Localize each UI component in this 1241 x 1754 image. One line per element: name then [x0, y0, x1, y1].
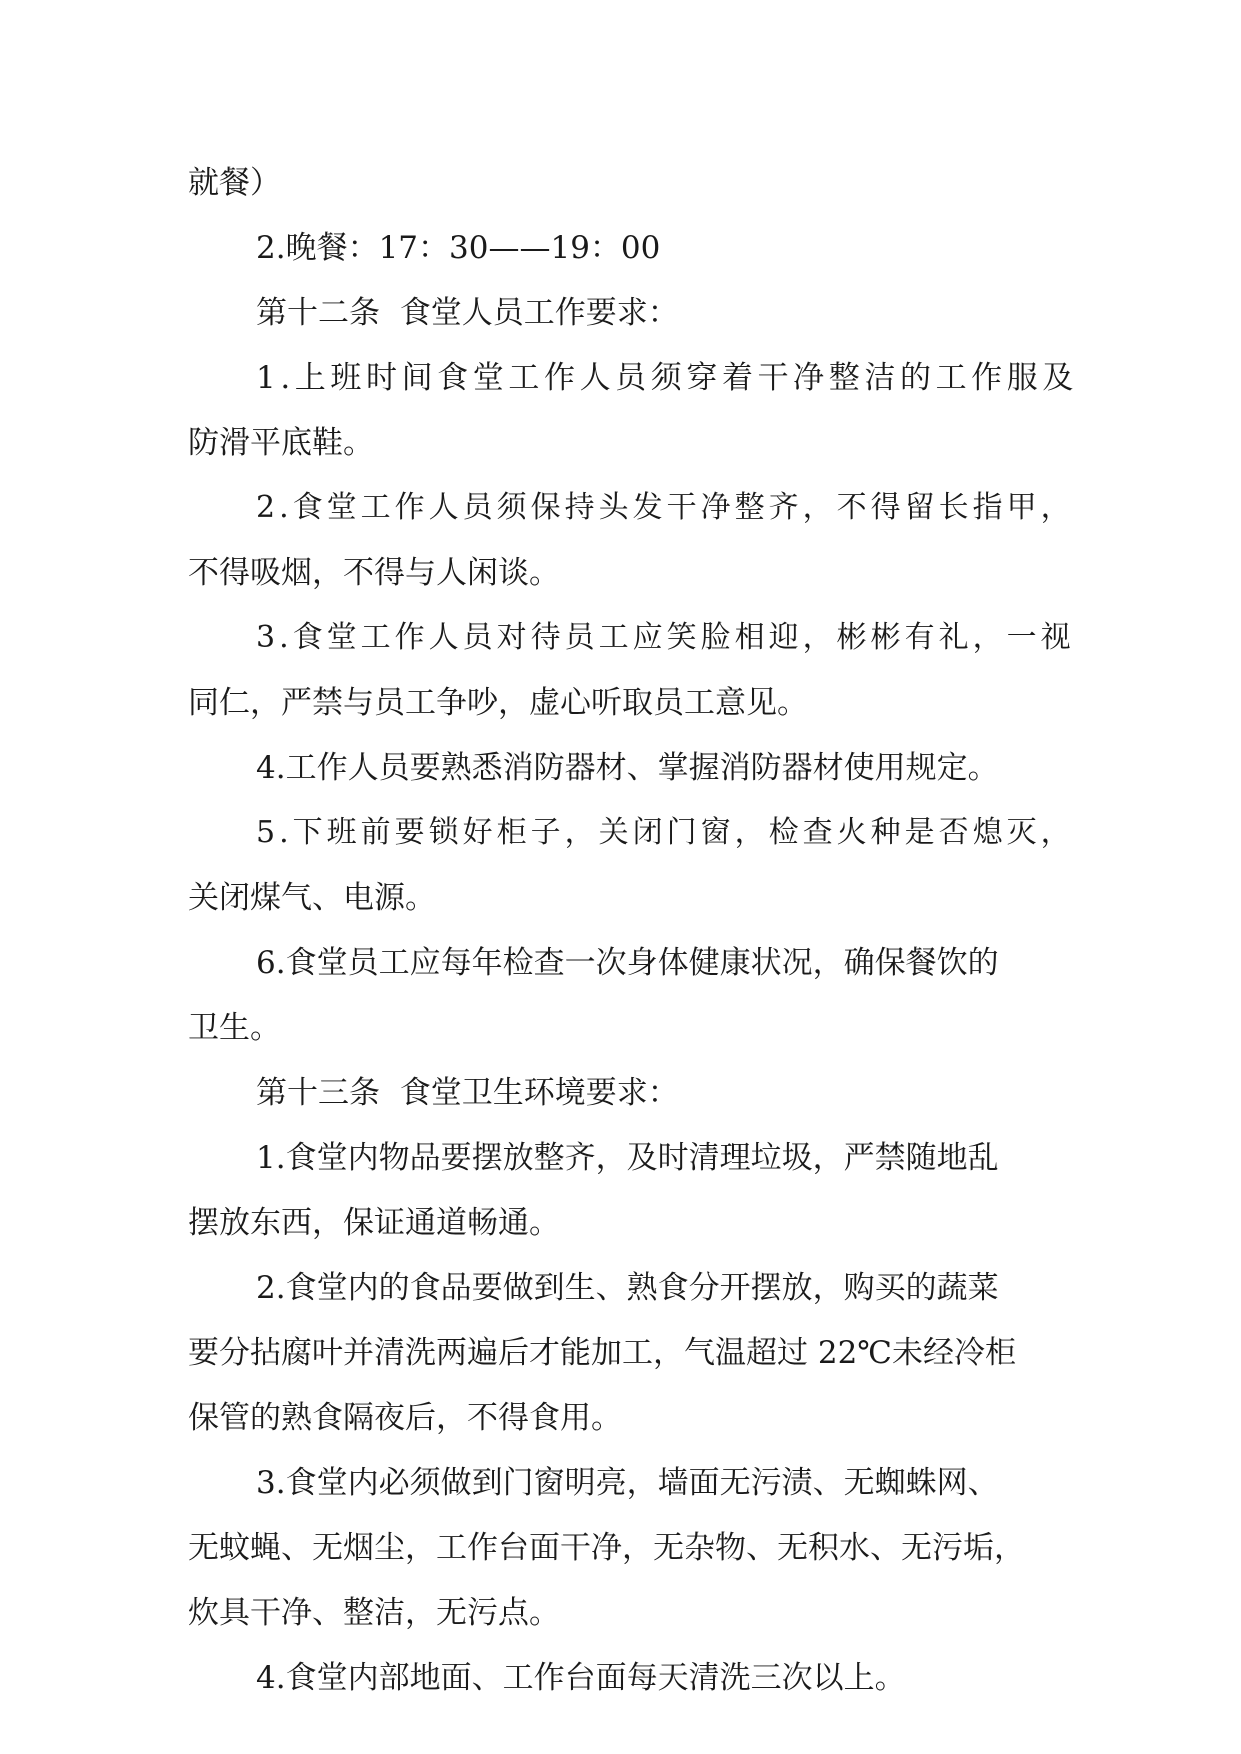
- article-12-item-3-line-2: 同仁，严禁与员工争吵，虚心听取员工意见。: [188, 685, 808, 721]
- article-13-item-1-line-1: 1.食堂内物品要摆放整齐，及时清理垃圾，严禁随地乱: [256, 1140, 999, 1176]
- article-13-item-4: 4.食堂内部地面、工作台面每天清洗三次以上。: [256, 1660, 906, 1696]
- article-13-heading: 第十三条 食堂卫生环境要求：: [256, 1075, 679, 1111]
- article-13-item-1-line-2: 摆放东西，保证通道畅通。: [188, 1205, 560, 1241]
- article-12-item-6-line-1: 6.食堂员工应每年检查一次身体健康状况，确保餐饮的: [256, 945, 999, 981]
- article-12-item-1-line-1: 1.上班时间食堂工作人员须穿着干净整洁的工作服及: [256, 360, 1078, 396]
- article-13-item-2-line-3: 保管的熟食隔夜后，不得食用。: [188, 1400, 622, 1436]
- article-13-item-3-line-3: 炊具干净、整洁，无污点。: [188, 1595, 560, 1631]
- article-13-item-3-line-1: 3.食堂内必须做到门窗明亮，墙面无污渍、无蜘蛛网、: [256, 1465, 999, 1501]
- article-12-item-5-line-2: 关闭煤气、电源。: [188, 880, 436, 916]
- article-13-item-2-line-2: 要分拈腐叶并清洗两遍后才能加工，气温超过 22℃未经冷柜: [188, 1335, 1016, 1371]
- text-line-dinner-time: 2.晚餐：17：30——19：00: [256, 230, 661, 266]
- article-12-item-2-line-1: 2.食堂工作人员须保持头发干净整齐，不得留长指甲，: [256, 490, 1075, 525]
- article-13-item-2-line-1: 2.食堂内的食品要做到生、熟食分开摆放，购买的蔬菜: [256, 1270, 999, 1306]
- article-13-item-3-line-2: 无蚊蝇、无烟尘，工作台面干净，无杂物、无积水、无污垢，: [188, 1530, 1025, 1566]
- text-line-continuation: 就餐）: [188, 165, 281, 201]
- article-12-heading: 第十二条 食堂人员工作要求：: [256, 295, 679, 331]
- article-12-item-3-line-1: 3.食堂工作人员对待员工应笑脸相迎，彬彬有礼，一视: [256, 620, 1075, 655]
- article-12-item-2-line-2: 不得吸烟，不得与人闲谈。: [188, 555, 560, 591]
- article-12-item-4: 4.工作人员要熟悉消防器材、掌握消防器材使用规定。: [256, 750, 999, 786]
- article-12-item-5-line-1: 5.下班前要锁好柜子，关闭门窗，检查火种是否熄灭，: [256, 815, 1075, 850]
- article-12-item-1-line-2: 防滑平底鞋。: [188, 425, 374, 461]
- article-12-item-6-line-2: 卫生。: [188, 1010, 281, 1046]
